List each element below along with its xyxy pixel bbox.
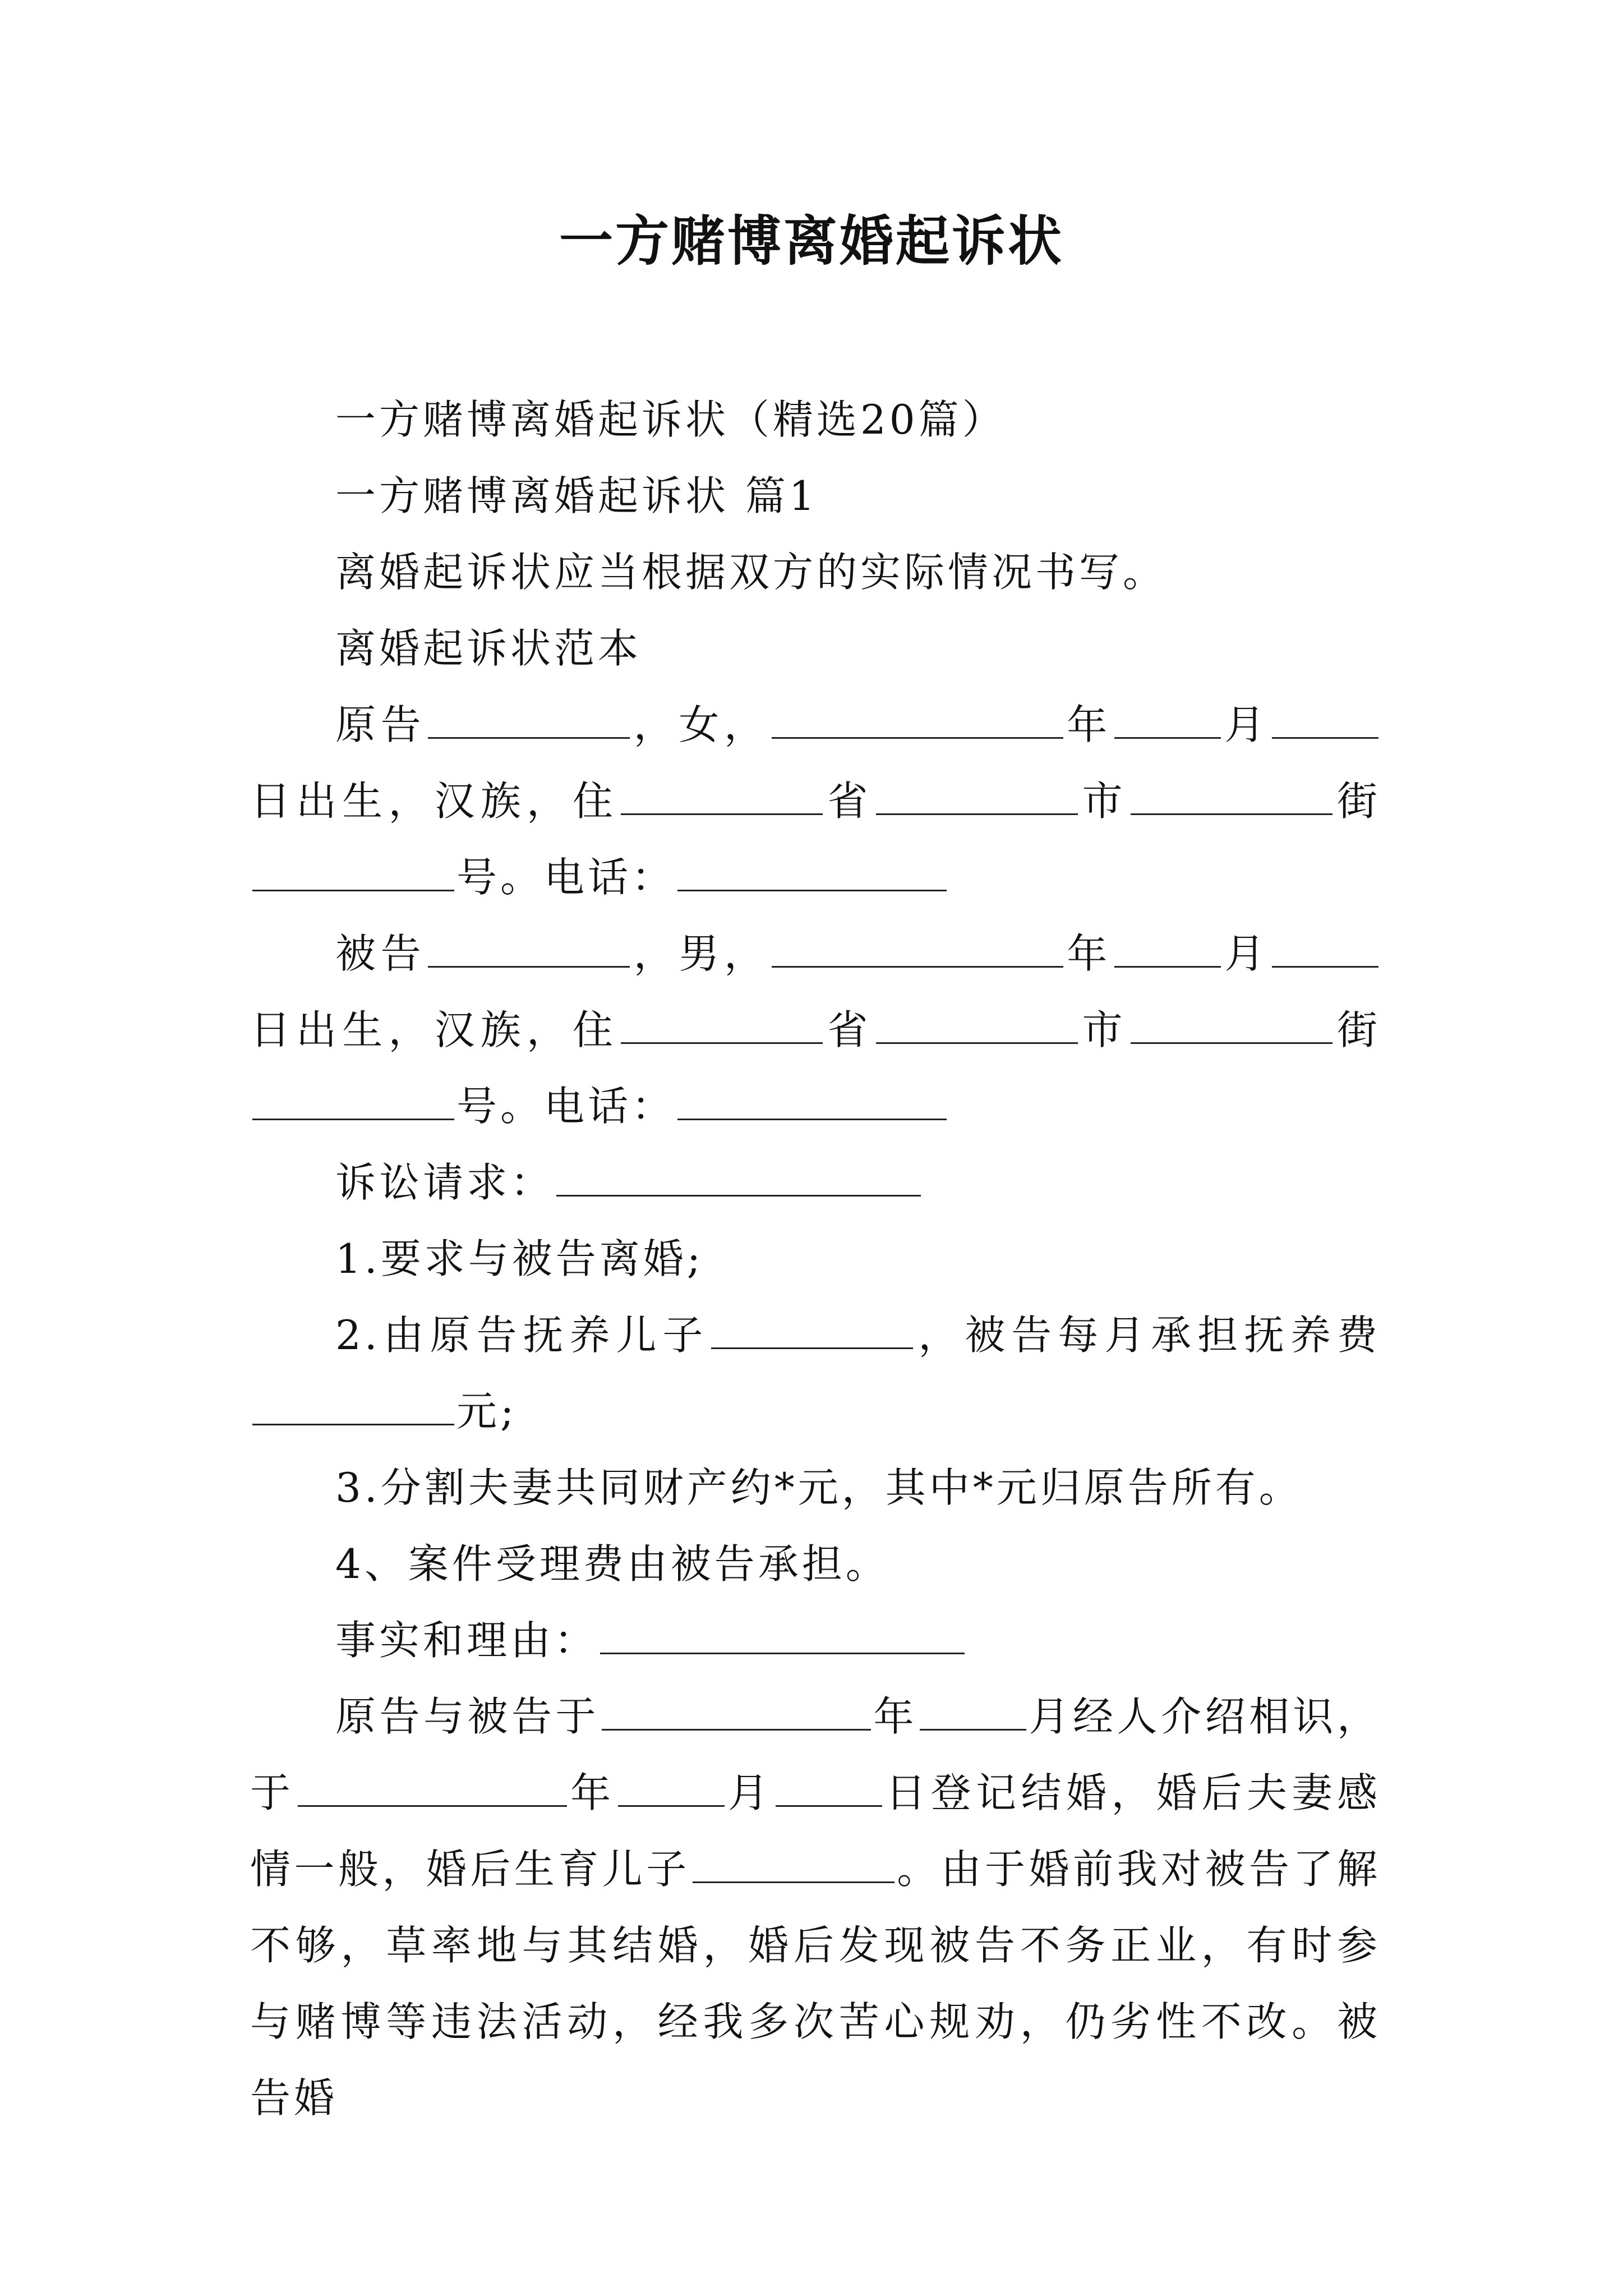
plaintiff-city-blank [876, 774, 1078, 815]
facts-heading [250, 1602, 1381, 1678]
plaintiff-year-label: 年 [1065, 701, 1112, 748]
facts-meet-year-blank [602, 1690, 871, 1731]
plaintiff-day-blank [1272, 698, 1378, 739]
plaintiff-month-label: 月 [1223, 701, 1270, 748]
plaintiff-province-label: 省 [825, 777, 874, 825]
claims-blank [556, 1156, 921, 1197]
facts-blank [600, 1613, 965, 1654]
plaintiff-year-blank [772, 698, 1063, 739]
defendant-month-blank [1114, 927, 1221, 968]
document-body [250, 381, 1381, 2136]
plaintiff-phone-blank [677, 850, 947, 891]
defendant-city-blank [876, 1003, 1078, 1044]
defendant-phone-label: 号。电话： [457, 1083, 676, 1130]
defendant-info [250, 915, 1381, 1144]
claim-3: 3.分割夫妻共同财产约*元，其中*元归原告所有。 [335, 1464, 1303, 1511]
plaintiff-number-blank [252, 850, 454, 891]
defendant-label: 被告 [335, 930, 426, 977]
claims-heading [250, 1144, 1381, 1221]
section-heading: 一方赌博离婚起诉状 篇1 [335, 472, 818, 519]
plaintiff-info [250, 687, 1381, 915]
document-title: 一方赌博离婚起诉状 [559, 209, 1064, 273]
plaintiff-province-blank [621, 774, 823, 815]
plaintiff-phone-label: 号。电话： [457, 854, 676, 901]
facts-marry-day-blank [776, 1766, 882, 1807]
defendant-number-blank [252, 1079, 454, 1120]
claim-1: 1.要求与被告离婚; [335, 1235, 704, 1282]
claim-2 [250, 1297, 1381, 1450]
plaintiff-street-label: 街 [1334, 777, 1381, 825]
facts-e: 月 [726, 1769, 773, 1816]
plaintiff-day-prefix: 日出生，汉族，住 [250, 777, 619, 825]
facts-c: 月经人介绍相识，于 [250, 1693, 1381, 1816]
plaintiff-month-blank [1114, 698, 1221, 739]
defendant-name-blank [428, 927, 630, 968]
facts-label: 事实和理由： [335, 1617, 598, 1664]
defendant-day-prefix: 日出生，汉族，住 [250, 1006, 619, 1053]
plaintiff-city-label: 市 [1080, 777, 1128, 825]
claims-label: 诉讼请求： [335, 1159, 555, 1206]
defendant-city-label: 市 [1080, 1006, 1128, 1053]
facts-a: 原告与被告于 [335, 1693, 600, 1740]
facts-son-blank [693, 1842, 895, 1883]
facts-b: 年 [873, 1693, 917, 1740]
subtitle-line: 一方赌博离婚起诉状（精选20篇） [335, 396, 1006, 443]
paragraph-intro: 离婚起诉状应当根据双方的实际情况书写。 [335, 549, 1167, 596]
defendant-gender: ，男， [632, 930, 769, 977]
facts-meet-month-blank [920, 1690, 1026, 1731]
claim-2-son-blank [711, 1308, 913, 1349]
defendant-street-label: 街 [1334, 1006, 1381, 1053]
defendant-year-blank [772, 927, 1063, 968]
defendant-day-blank [1272, 927, 1378, 968]
facts-marry-month-blank [618, 1766, 725, 1807]
plaintiff-street-blank [1131, 774, 1332, 815]
claim-2-part-a: 2.由原告抚养儿子 [335, 1312, 709, 1359]
facts-g: 。由于婚前我对被告了解不够，草率地与其结婚，婚后发现被告不务正业，有时参与赌博等违法活动，经我多次苦心规劝，仍劣性不改。被告婚 [250, 1846, 1381, 2122]
defendant-province-blank [621, 1003, 823, 1044]
plaintiff-label: 原告 [335, 701, 426, 748]
claim-2-part-b: ，被告每月承担抚养费 [915, 1312, 1381, 1359]
defendant-year-label: 年 [1065, 930, 1112, 977]
facts-f: 日登记结婚，婚后夫妻感情一般，婚后生育儿子 [250, 1769, 1381, 1893]
facts-paragraph [250, 1678, 1381, 2136]
paragraph-template-heading: 离婚起诉状范本 [335, 625, 642, 672]
defendant-month-label: 月 [1223, 930, 1270, 977]
plaintiff-name-blank [428, 698, 630, 739]
facts-d: 年 [569, 1769, 616, 1816]
defendant-street-blank [1131, 1003, 1332, 1044]
claim-2-amount-blank [252, 1384, 454, 1425]
facts-marry-year-blank [298, 1766, 567, 1807]
defendant-province-label: 省 [825, 1006, 874, 1053]
claim-4: 4、案件受理费由被告承担。 [335, 1540, 889, 1588]
defendant-phone-blank [677, 1079, 947, 1120]
plaintiff-gender: ，女， [632, 701, 769, 748]
claim-2-part-c: 元; [457, 1388, 518, 1435]
